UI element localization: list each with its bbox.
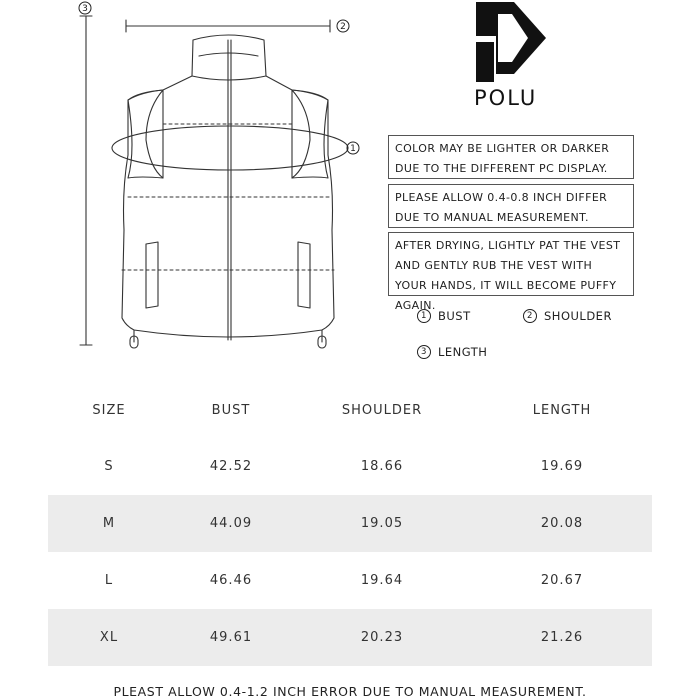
note-color: COLOR MAY BE LIGHTER OR DARKER DUE TO THE DIFFERENT PC DISPLAY. (388, 135, 634, 179)
cell-bust: 44.09 (209, 516, 253, 531)
shoulder-dimension-line (126, 20, 330, 32)
vest-diagram (0, 0, 380, 370)
cell-size: XL (99, 630, 119, 645)
cell-shoulder: 20.23 (360, 630, 404, 645)
note-measurement: PLEASE ALLOW 0.4-0.8 INCH DIFFER DUE TO MANUAL MEASUREMENT. (388, 184, 634, 228)
table-header-row (48, 382, 652, 438)
cell-length: 20.08 (540, 516, 584, 531)
polu-logo-icon (476, 2, 548, 84)
header-size: SIZE (92, 402, 126, 418)
svg-text:1: 1 (350, 144, 356, 154)
vest-outline (122, 35, 334, 348)
brand-name: POLU (474, 86, 538, 110)
table-row (48, 495, 652, 552)
size-chart-table (48, 382, 652, 666)
table-row (48, 438, 652, 495)
shoulder-marker (337, 20, 349, 32)
svg-text:3: 3 (82, 4, 88, 14)
table-row (48, 609, 652, 666)
header-bust: BUST (211, 402, 251, 418)
legend-bust (417, 309, 471, 323)
bust-marker (347, 142, 359, 154)
legend-shoulder (523, 309, 612, 323)
footer-note: PLEAST ALLOW 0.4-1.2 INCH ERROR DUE TO MANUAL MEASUREMENT. (113, 684, 587, 699)
legend-length (417, 345, 487, 359)
shoulder-number-icon: 2 (523, 309, 537, 323)
header-length: LENGTH (532, 402, 592, 418)
cell-bust: 42.52 (209, 459, 253, 474)
cell-shoulder: 19.64 (360, 573, 404, 588)
cell-shoulder: 19.05 (360, 516, 404, 531)
cell-bust: 49.61 (209, 630, 253, 645)
cell-size: M (102, 516, 116, 531)
cell-bust: 46.46 (209, 573, 253, 588)
svg-text:2: 2 (340, 22, 346, 32)
cell-length: 21.26 (540, 630, 584, 645)
cell-size: S (104, 459, 114, 474)
legend-length-label: LENGTH (438, 345, 488, 359)
cell-length: 20.67 (540, 573, 584, 588)
cell-shoulder: 18.66 (360, 459, 404, 474)
cell-size: L (104, 573, 114, 588)
header-shoulder: SHOULDER (341, 402, 423, 418)
legend-bust-label: BUST (438, 309, 471, 323)
length-dimension-line (80, 16, 92, 345)
cell-length: 19.69 (540, 459, 584, 474)
length-marker (79, 2, 91, 14)
table-row (48, 552, 652, 609)
note-care: AFTER DRYING, LIGHTLY PAT THE VEST AND GENTLY RUB THE VEST WITH YOUR HANDS, IT WILL BECOME PUFFY AGAIN. (388, 232, 634, 296)
length-number-icon: 3 (417, 345, 431, 359)
legend-shoulder-label: SHOULDER (544, 309, 612, 323)
bust-number-icon: 1 (417, 309, 431, 323)
